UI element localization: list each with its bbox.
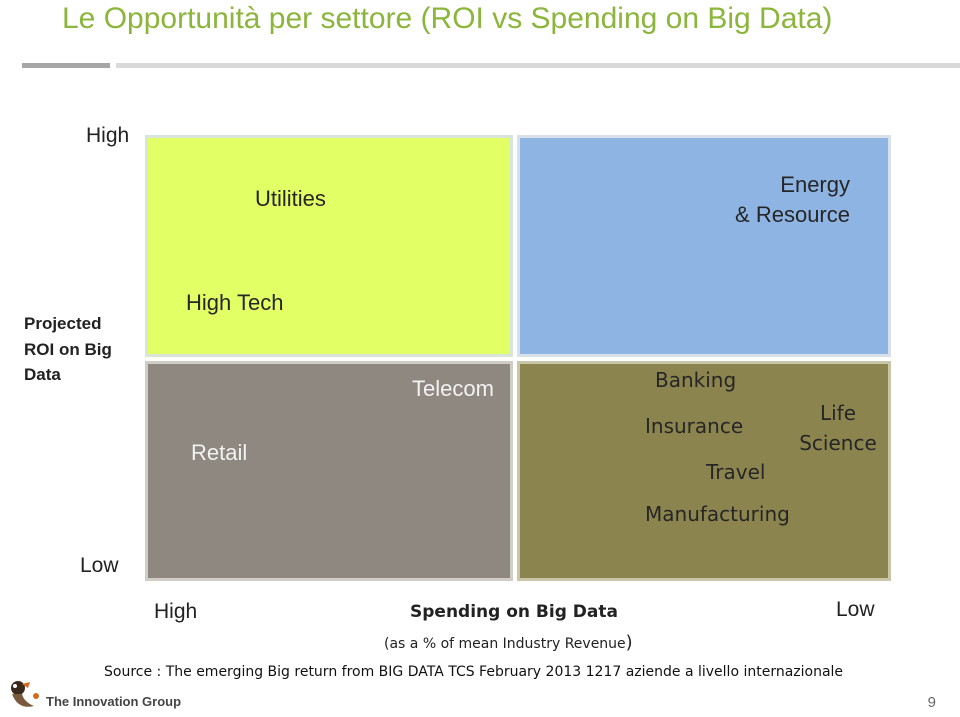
- quadrant-high-roi-high-spending: [145, 135, 513, 357]
- title-underline: [116, 63, 960, 68]
- sector-energy-resource: Energy & Resource: [735, 172, 850, 227]
- sector-insurance: Insurance: [645, 414, 744, 438]
- innovation-group-logo-icon: [4, 676, 46, 712]
- quadrant-high-roi-low-spending: [517, 135, 891, 357]
- x-axis-subtitle: [384, 632, 633, 653]
- quadrant-low-roi-low-spending: [517, 361, 891, 581]
- page-title: Le Opportunità per settore (ROI vs Spending on Big Data): [62, 2, 833, 35]
- x-axis-subtitle-text: (as a % of mean Industry Revenue: [384, 636, 626, 652]
- company-name: The Innovation Group: [46, 694, 182, 709]
- source-note: Source : The emerging Big return from BIG DATA TCS February 2013 1217 aziende a livello internazionale: [104, 664, 844, 680]
- x-axis-subtitle-close-paren: ): [625, 632, 633, 653]
- x-axis-title: Spending on Big Data: [410, 602, 618, 622]
- x-axis-low-label: Low: [836, 598, 875, 621]
- y-axis-low-label: Low: [80, 554, 119, 577]
- sector-manufacturing: Manufacturing: [645, 502, 790, 526]
- y-axis-high-label: High: [86, 124, 130, 147]
- sector-travel: Travel: [706, 460, 766, 484]
- y-axis-title: Projected ROI on Big Data: [24, 314, 112, 384]
- title-underline-accent: [22, 63, 110, 68]
- sector-high-tech: High Tech: [186, 290, 284, 315]
- sector-retail: Retail: [191, 440, 248, 465]
- sector-banking: Banking: [655, 368, 737, 392]
- sector-life-science: Life Science: [799, 401, 877, 455]
- x-axis-high-label: High: [154, 600, 198, 623]
- page-number: 9: [927, 694, 936, 711]
- sector-utilities: Utilities: [255, 186, 326, 211]
- sector-telecom: Telecom: [412, 376, 494, 401]
